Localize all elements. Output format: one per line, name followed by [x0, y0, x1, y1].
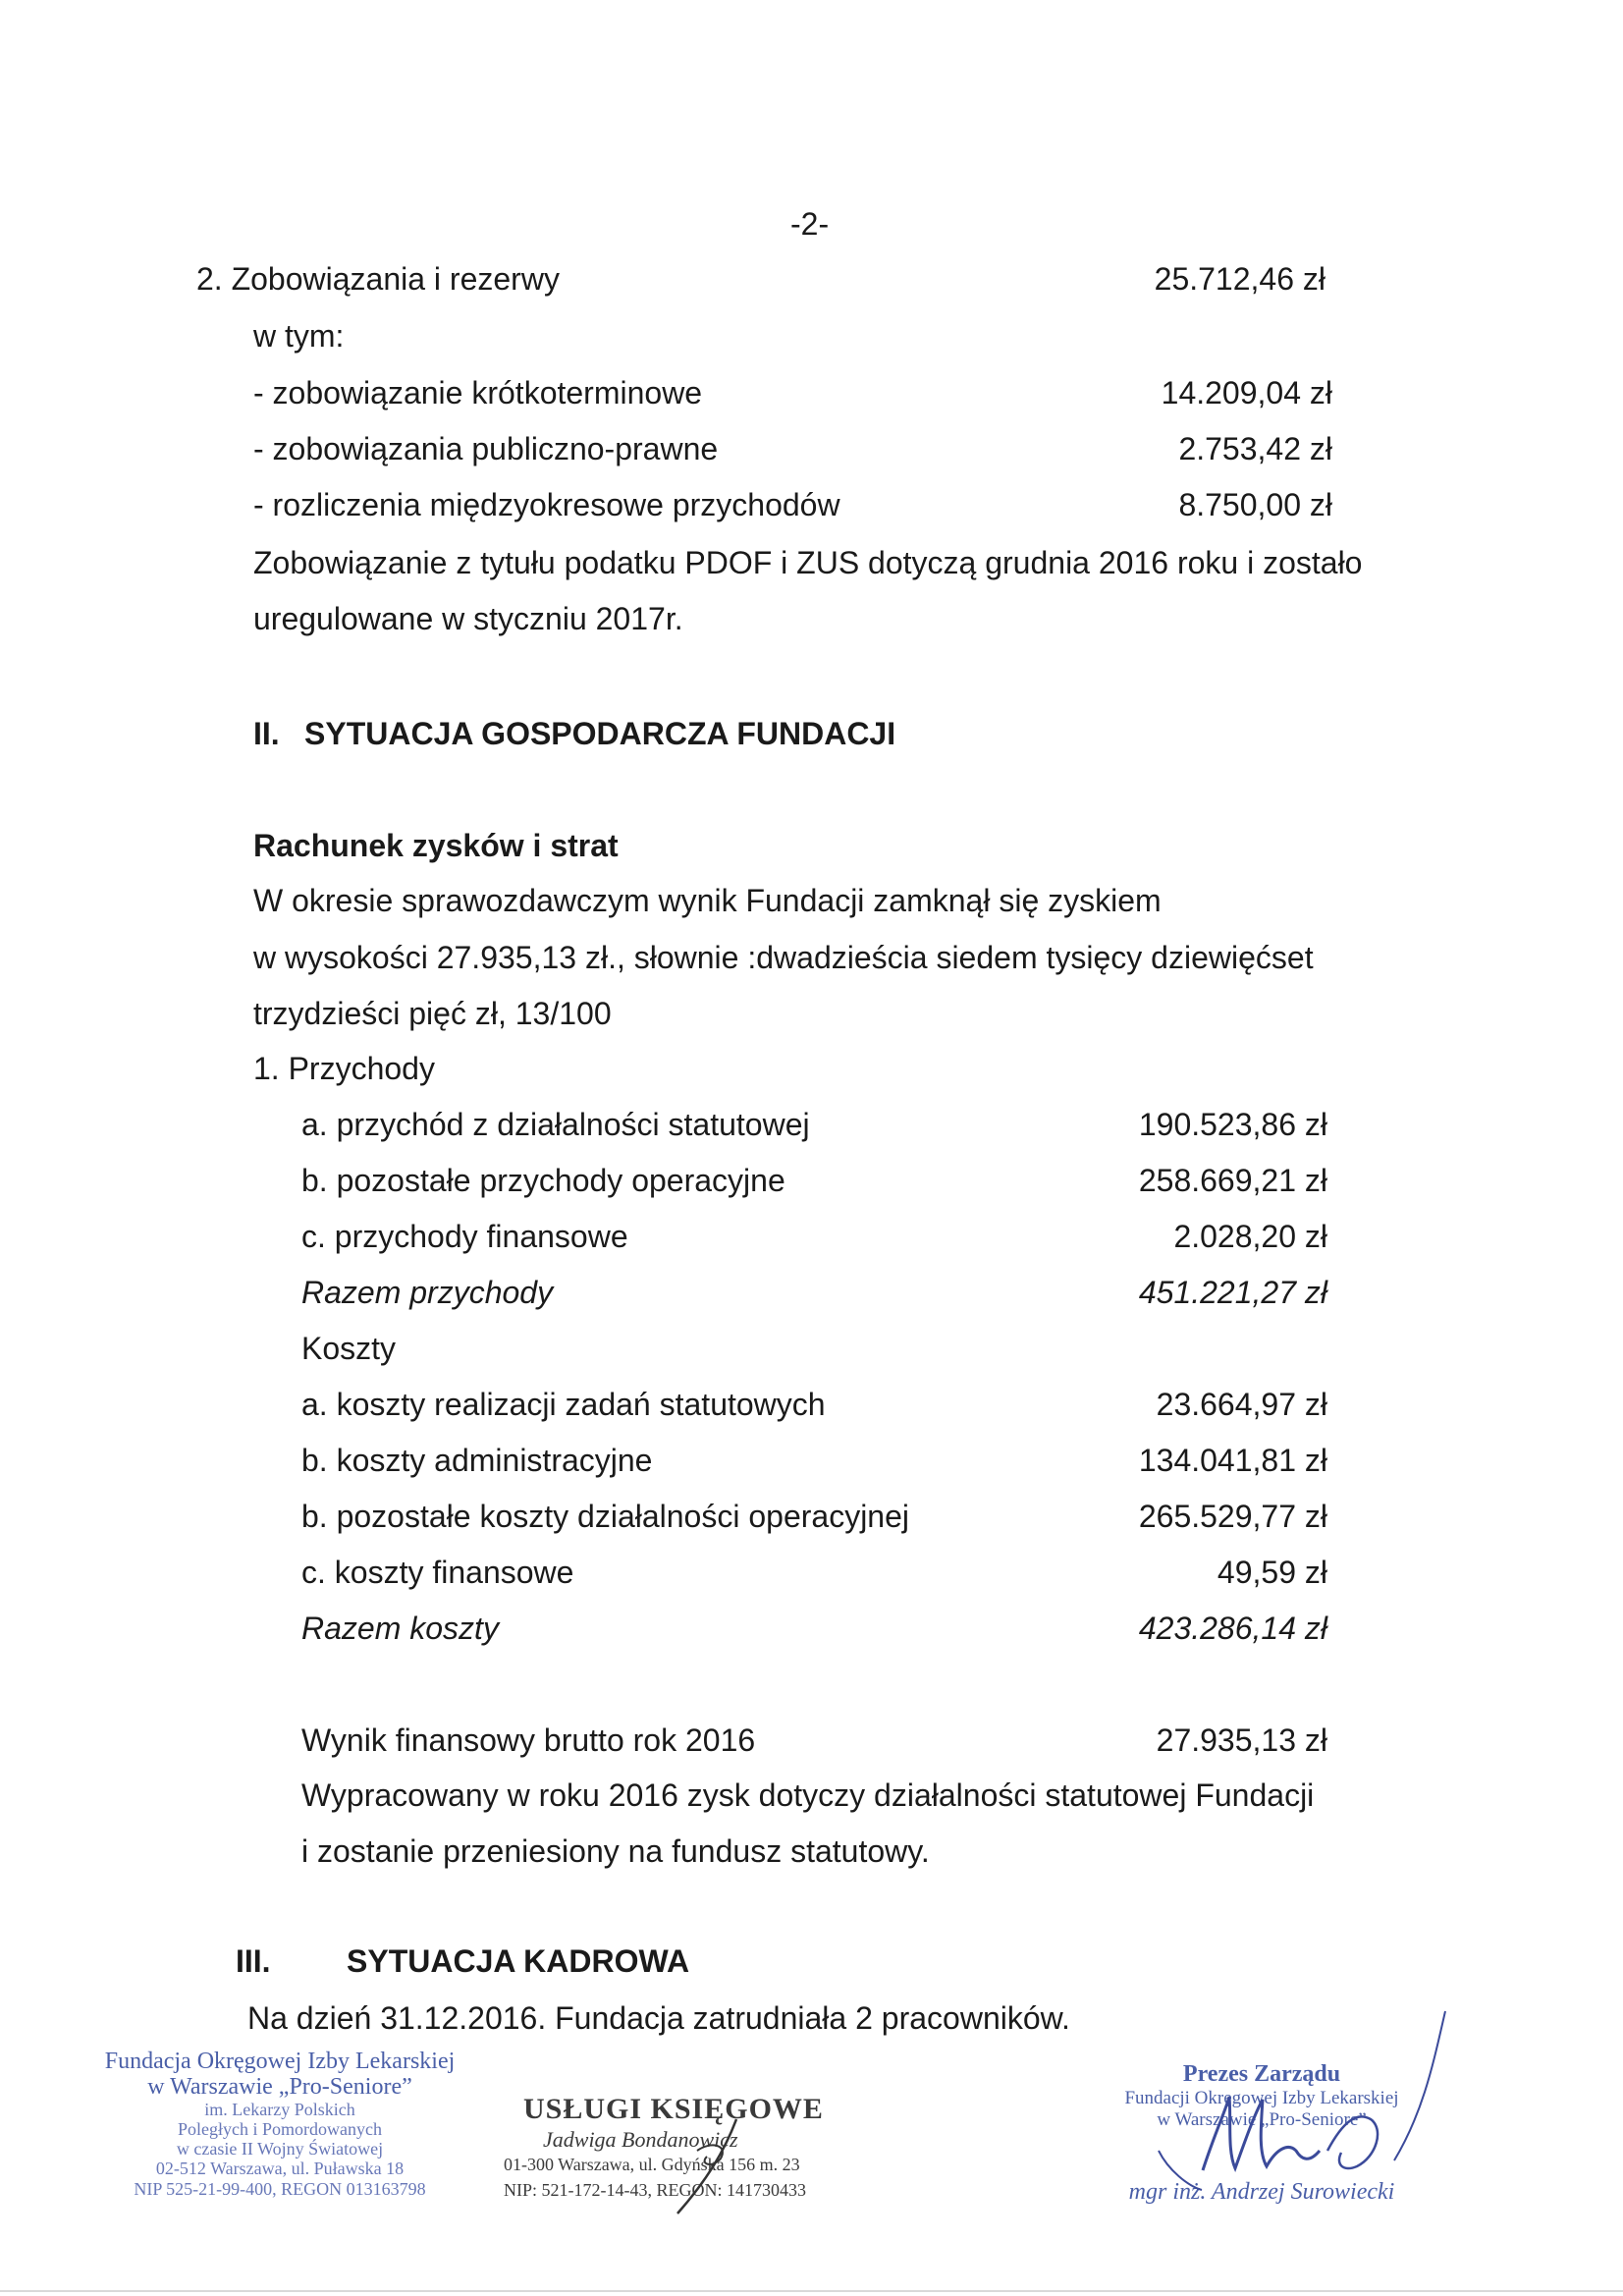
- liabilities-title: 2. Zobowiązania i rezerwy: [196, 261, 560, 297]
- stamp-line: Fundacji Okręgowej Izby Lekarskiej: [1124, 2088, 1399, 2108]
- revenues-total-label: Razem przychody: [301, 1275, 554, 1310]
- costs-total-value: 423.286,14 zł: [1138, 1611, 1327, 1646]
- stamp-line: mgr inż. Andrzej Surowiecki: [1128, 2179, 1395, 2205]
- paragraph-line: Wypracowany w roku 2016 zysk dotyczy działalności statutowej Fundacji: [301, 1777, 1315, 1813]
- liability-item-value: 8.750,00 zł: [1178, 487, 1332, 522]
- revenue-value: 190.523,86 zł: [1138, 1107, 1327, 1142]
- stamp-line: 01-300 Warszawa, ul. Gdyńska 156 m. 23: [504, 2155, 800, 2174]
- paragraph-line: trzydzieści pięć zł, 13/100: [253, 996, 612, 1031]
- liabilities-note-line: uregulowane w styczniu 2017r.: [253, 601, 683, 636]
- liability-item-value: 14.209,04 zł: [1161, 375, 1332, 410]
- cost-value: 23.664,97 zł: [1156, 1387, 1327, 1422]
- stamp-line: 02-512 Warszawa, ul. Puławska 18: [155, 2159, 405, 2178]
- cost-value: 49,59 zł: [1217, 1555, 1327, 1590]
- stamp-line: w czasie II Wojny Światowej: [176, 2139, 384, 2159]
- stamp-line: Fundacja Okręgowej Izby Lekarskiej: [104, 2049, 456, 2074]
- stamp-line: USŁUGI KSIĘGOWE: [523, 2093, 824, 2125]
- stamp-line: im. Lekarzy Polskich: [204, 2100, 355, 2119]
- paragraph-line: W okresie sprawozdawczym wynik Fundacji zamknął się zyskiem: [253, 883, 1162, 918]
- cost-label: b. koszty administracyjne: [301, 1443, 653, 1478]
- paragraph-line: w wysokości 27.935,13 zł., słownie :dwadzieścia siedem tysięcy dziewięćset: [253, 940, 1314, 975]
- cost-label: c. koszty finansowe: [301, 1555, 574, 1590]
- paragraph-line: Na dzień 31.12.2016. Fundacja zatrudniała 2 pracowników.: [247, 2000, 1070, 2036]
- stamp-line: Poległych i Pomordowanych: [178, 2119, 382, 2139]
- cost-label: b. pozostałe koszty działalności operacyjnej: [301, 1499, 909, 1534]
- liability-item-label: - zobowiązania publiczno-prawne: [253, 431, 719, 466]
- bottom-scan-edge: [0, 2290, 1623, 2292]
- revenue-label: a. przychód z działalności statutowej: [301, 1107, 810, 1142]
- liabilities-note-line: Zobowiązanie z tytułu podatku PDOF i ZUS dotyczą grudnia 2016 roku i zostało: [253, 545, 1363, 580]
- cost-value: 265.529,77 zł: [1138, 1499, 1327, 1534]
- section-numeral: III.: [236, 1943, 271, 1979]
- subsection-title: Rachunek zysków i strat: [253, 828, 619, 863]
- revenue-value: 2.028,20 zł: [1173, 1219, 1327, 1254]
- section-title: SYTUACJA KADROWA: [347, 1943, 690, 1979]
- liabilities-total: 25.712,46 zł: [1154, 261, 1325, 297]
- president-signature: [1100, 2003, 1453, 2219]
- liability-item-value: 2.753,42 zł: [1178, 431, 1332, 466]
- stamp-line: NIP 525-21-99-400, REGON 013163798: [134, 2179, 426, 2199]
- liability-item-label: - rozliczenia międzyokresowe przychodów: [253, 487, 840, 522]
- liabilities-in-which: w tym:: [253, 318, 345, 354]
- revenue-label: c. przychody finansowe: [301, 1219, 628, 1254]
- stamp-line: w Warszawie „Pro-Seniore”: [147, 2074, 412, 2100]
- liability-item-label: - zobowiązanie krótkoterminowe: [253, 375, 703, 410]
- section-title: SYTUACJA GOSPODARCZA FUNDACJI: [304, 716, 896, 751]
- revenues-total-value: 451.221,27 zł: [1138, 1275, 1327, 1310]
- stamp-line: Prezes Zarządu: [1182, 2061, 1341, 2087]
- costs-total-label: Razem koszty: [301, 1611, 499, 1646]
- stamp-line: w Warszawie „Pro-Seniore”: [1157, 2109, 1367, 2130]
- result-label: Wynik finansowy brutto rok 2016: [301, 1722, 756, 1758]
- page-number: -2-: [790, 206, 830, 242]
- section-numeral: II.: [253, 716, 280, 751]
- result-value: 27.935,13 zł: [1156, 1722, 1327, 1758]
- stamp-line: Jadwiga Bondanowicz: [543, 2127, 738, 2152]
- costs-heading: Koszty: [301, 1331, 397, 1366]
- revenues-heading: 1. Przychody: [253, 1051, 435, 1086]
- accountant-signature: [638, 2111, 756, 2219]
- revenue-label: b. pozostałe przychody operacyjne: [301, 1163, 785, 1198]
- foundation-stamp: [69, 2049, 491, 2200]
- revenue-value: 258.669,21 zł: [1138, 1163, 1327, 1198]
- cost-label: a. koszty realizacji zadań statutowych: [301, 1387, 826, 1422]
- cost-value: 134.041,81 zł: [1138, 1443, 1327, 1478]
- paragraph-line: i zostanie przeniesiony na fundusz statutowy.: [301, 1833, 930, 1869]
- stamp-line: NIP: 521-172-14-43, REGON: 141730433: [504, 2180, 806, 2200]
